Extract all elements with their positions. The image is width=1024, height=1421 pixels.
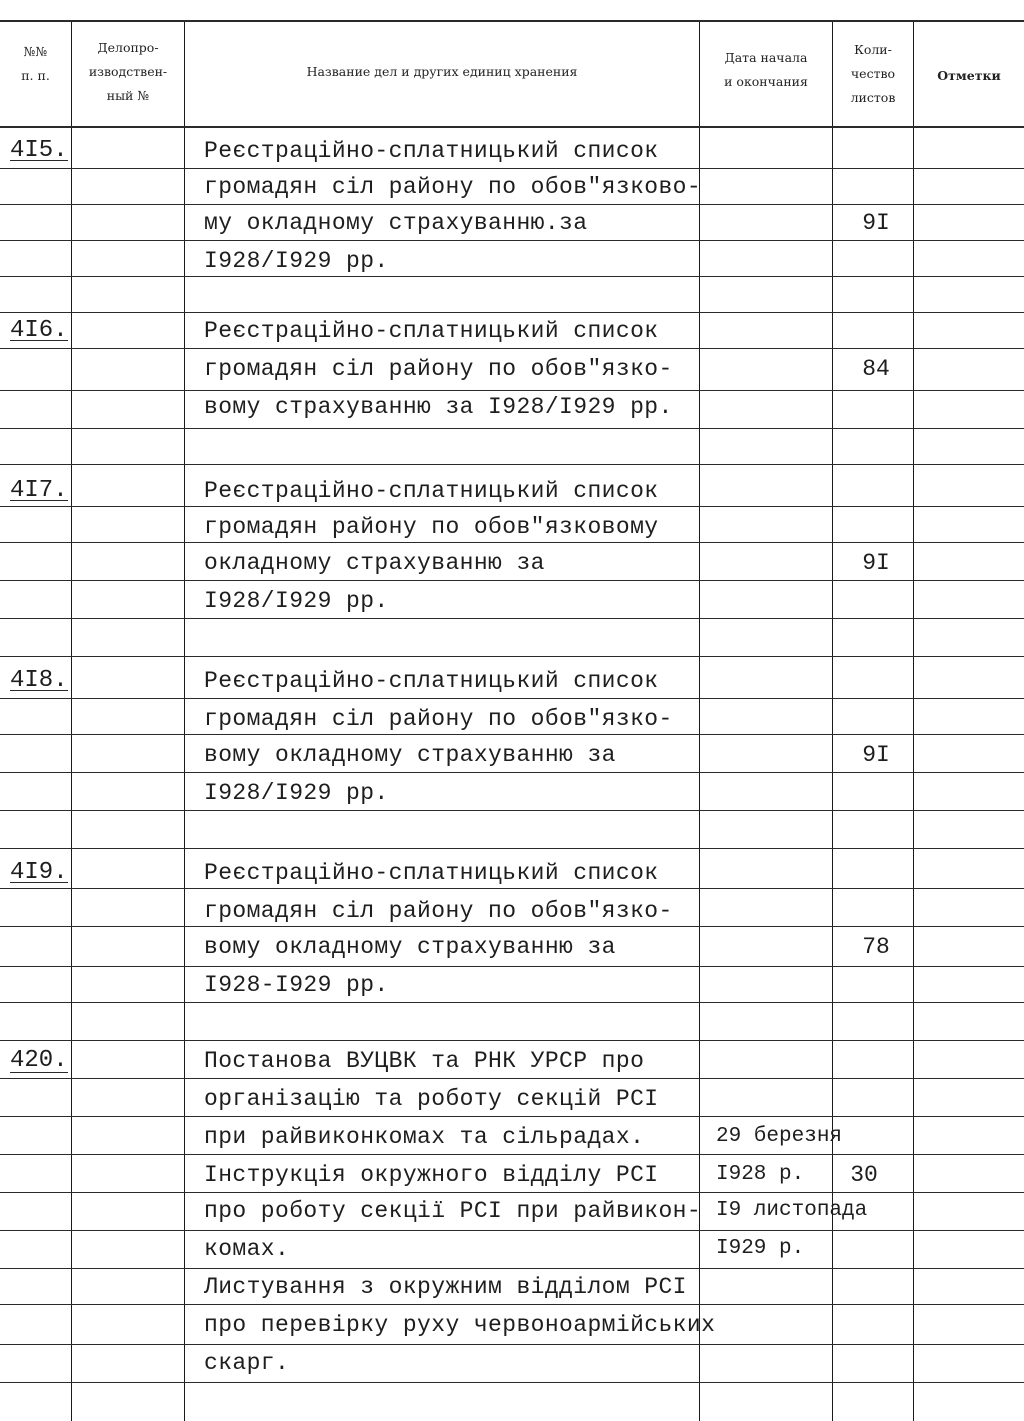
entry-title-line: I928/I929 рр. [204,588,389,614]
entry-title-line: скарг. [204,1350,290,1376]
entry-title-line: I928/I929 рр. [204,248,389,274]
entry-title-line: I928/I929 рр. [204,780,389,806]
row-rule [0,276,1024,277]
header-office-number-col: Делопро- изводствен- ный № [88,40,168,103]
entry-title-line: комах. [204,1236,290,1262]
row-rule [0,580,1024,581]
number-underline [10,160,68,161]
entry-title-line: Реєстраційно-сплатницький список [204,318,659,344]
header-notes-col: Отметки [937,68,1001,83]
entry-title-line: Інструкція окружного відділу РСІ [204,1162,659,1188]
entry-title-line: вому страхуванню за I928/I929 рр. [204,394,673,420]
header-sheets-col: Коли- чество листов [850,42,896,105]
row-rule [0,204,1024,205]
entry-title-line: про роботу секції РСІ при райвикон- [204,1198,702,1224]
row-rule [0,168,1024,169]
entry-title-line: громадян сіл району по обов"язко- [204,898,673,924]
entry-title-line: вому окладному страхуванню за [204,934,616,960]
entry-title-line: громадян району по обов"язковому [204,514,659,540]
row-rule [0,1002,1024,1003]
entry-number: 4I7. [10,477,68,504]
entry-number: 4I6. [10,317,68,344]
number-underline [10,340,68,341]
row-rule [0,772,1024,773]
number-underline [10,882,68,883]
row-rule [0,1040,1024,1041]
entry-title-line: Реєстраційно-сплатницький список [204,668,659,694]
header-title-col: Название дел и других единиц хранения [306,64,578,79]
row-rule [0,1230,1024,1231]
entry-title-line: Реєстраційно-сплатницький список [204,478,659,504]
row-rule [0,1268,1024,1269]
entry-sheet-count: 30 [850,1162,878,1188]
entry-sheet-count: 9I [862,742,890,768]
entry-title-line: громадян сіл району по обов"язко- [204,706,673,732]
row-rule [0,848,1024,849]
row-rule [0,810,1024,811]
row-rule [0,888,1024,889]
entry-date-line: I929 р. [716,1237,805,1260]
row-rule [0,656,1024,657]
entry-title-line: I928-I929 рр. [204,972,389,998]
row-rule [0,390,1024,391]
number-underline [10,500,68,501]
row-rule [0,1154,1024,1155]
row-rule [0,428,1024,429]
entry-title-line: громадян сіл району по обов"язко- [204,356,673,382]
entry-number: 4I9. [10,859,68,886]
row-rule [0,966,1024,967]
header-dates-col: Дата начала и окончания [724,50,808,89]
row-rule [0,618,1024,619]
row-rule [0,1116,1024,1117]
entry-title-line: Постанова ВУЦВК та РНК УРСР про [204,1048,645,1074]
row-rule [0,926,1024,927]
column-rule [184,20,185,1421]
row-rule [0,1078,1024,1079]
entry-title-line: Листування з окружним відділом РСІ [204,1274,687,1300]
column-rule [71,20,72,1421]
row-rule [0,464,1024,465]
entry-date-line: I9 листопада [716,1199,868,1222]
row-rule [0,1382,1024,1383]
row-rule [0,542,1024,543]
entry-number: 420. [10,1047,68,1074]
entry-number: 4I5. [10,137,68,164]
row-rule [0,240,1024,241]
row-rule [0,348,1024,349]
row-rule [0,698,1024,699]
entry-date-line: 29 березня [716,1125,843,1148]
entry-title-line: Реєстраційно-сплатницький список [204,138,659,164]
row-rule [0,1304,1024,1305]
entry-sheet-count: 78 [862,934,890,960]
entry-title-line: вому окладному страхуванню за [204,742,616,768]
row-rule [0,1344,1024,1345]
row-rule [0,312,1024,313]
row-rule [0,506,1024,507]
entry-title-line: му окладному страхуванню.за [204,210,588,236]
entry-title-line: громадян сіл району по обов"язково- [204,174,702,200]
entry-sheet-count: 84 [862,356,890,382]
header-bottom-rule [0,126,1024,128]
header-top-rule [0,20,1024,22]
header-number-col: №№ п. п. [21,44,50,83]
entry-number: 4I8. [10,667,68,694]
entry-sheet-count: 9I [862,210,890,236]
entry-title-line: при райвиконкомах та сільрадах. [204,1124,645,1150]
entry-sheet-count: 9I [862,550,890,576]
entry-title-line: окладному страхуванню за [204,550,545,576]
entry-title-line: про перевірку руху червоноармійських [204,1312,716,1338]
number-underline [10,690,68,691]
row-rule [0,734,1024,735]
row-rule [0,1192,1024,1193]
entry-title-line: Реєстраційно-сплатницький список [204,860,659,886]
entry-title-line: організацію та роботу секцій РСІ [204,1086,659,1112]
number-underline [10,1072,68,1073]
entry-date-line: I928 р. [716,1163,805,1186]
